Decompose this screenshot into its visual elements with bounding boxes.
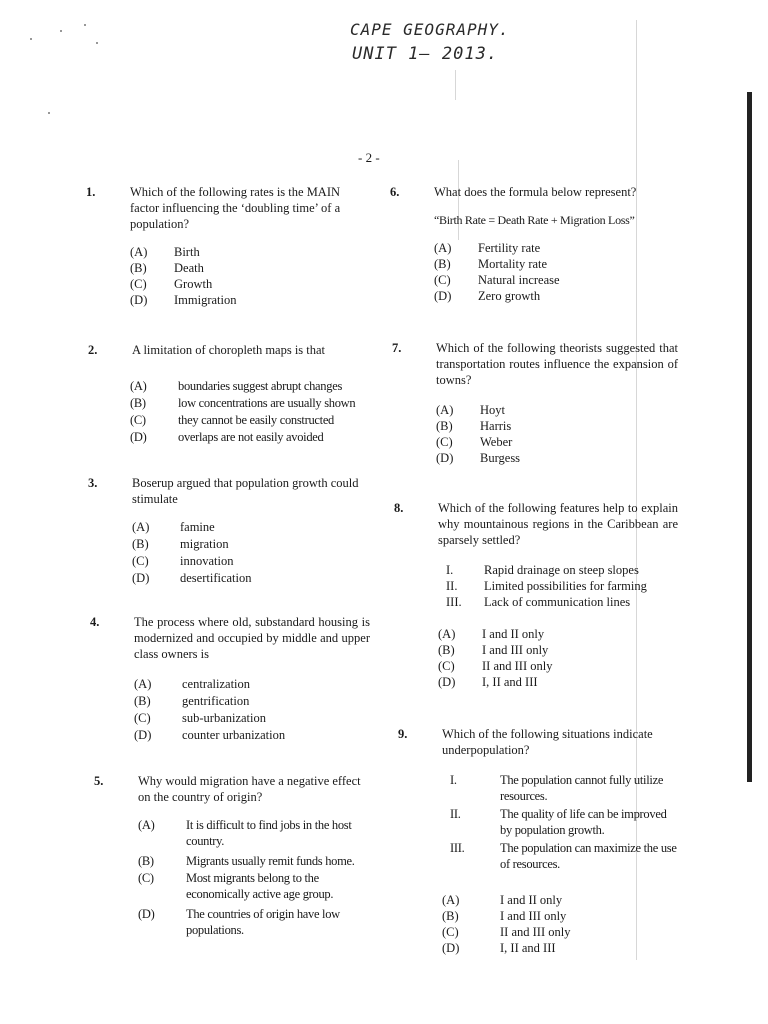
option-d: (D) desertification	[132, 571, 252, 585]
question-number: 7.	[392, 341, 402, 355]
option-c: (C) Growth	[130, 277, 213, 291]
options-list	[438, 626, 678, 690]
options-list	[134, 676, 370, 743]
options-list	[434, 240, 678, 304]
options-list	[138, 817, 370, 938]
scan-speck	[96, 42, 98, 44]
option-a: (A) I and II only	[442, 893, 563, 907]
question-4	[90, 614, 370, 743]
question-9	[398, 726, 678, 956]
option-a: (A) boundaries suggest abrupt changes	[130, 379, 343, 393]
option-d: (D) Immigration	[130, 293, 237, 307]
question-text: A limitation of choropleth maps is that	[132, 343, 326, 357]
option-b: (B) Harris	[436, 419, 512, 433]
question-number: 9.	[398, 727, 408, 741]
question-text: Why would migration have a negative effect on the country of origin?	[138, 774, 361, 804]
option-c: (C) sub-urbanization	[134, 711, 267, 725]
statement-2: II. The quality of life can be improved by population growth.	[450, 807, 667, 837]
option-d: (D) I, II and III	[438, 675, 538, 689]
question-text: Which of the following rates is the MAIN factor influencing the ‘doubling time’ of a population?	[130, 185, 341, 231]
header-course: CAPE GEOGRAPHY.	[350, 20, 510, 39]
question-number: 4.	[90, 615, 100, 629]
question-text: Which of the following features help to explain why mountainous regions in the Caribbean are sparsely settled?	[438, 501, 678, 547]
scan-speck	[84, 24, 86, 26]
question-5	[94, 773, 370, 938]
options-list	[130, 378, 370, 445]
option-a: (A) Fertility rate	[434, 241, 541, 255]
scan-speck	[60, 30, 62, 32]
page-number: - 2 -	[358, 150, 380, 165]
question-number: 5.	[94, 774, 104, 788]
option-d: (D) Burgess	[436, 451, 521, 465]
question-text: Boserup argued that population growth could stimulate	[132, 476, 359, 506]
formula-text: “Birth Rate = Death Rate + Migration Loss”	[434, 213, 635, 227]
scan-speck	[30, 38, 32, 40]
option-a: (A) Birth	[130, 245, 200, 259]
option-c: (C) Weber	[436, 435, 513, 449]
option-b: (B) gentrification	[134, 694, 250, 708]
left-column	[86, 184, 370, 939]
question-number: 1.	[86, 185, 96, 199]
option-b: (B) Mortality rate	[434, 257, 548, 271]
statements-list	[438, 562, 678, 610]
question-2	[88, 342, 370, 445]
question-text: Which of the following theorists suggested that transportation routes influence the expansion of towns?	[436, 341, 678, 387]
header-unit-year: UNIT 1– 2013.	[352, 44, 499, 64]
option-d: (D) The countries of origin have low populations.	[138, 907, 340, 937]
statement-3: III. Lack of communication lines	[446, 595, 631, 609]
option-d: (D) counter urbanization	[134, 728, 286, 742]
option-c: (C) Most migrants belong to the economically active age group.	[138, 871, 334, 901]
option-c: (C) II and III only	[438, 659, 553, 673]
question-text: What does the formula below represent?	[434, 185, 637, 199]
option-b: (B) migration	[132, 537, 229, 551]
option-a: (A) Hoyt	[436, 403, 505, 417]
question-6	[390, 184, 678, 304]
option-c: (C) innovation	[132, 554, 234, 568]
option-a: (A) I and II only	[438, 627, 545, 641]
scan-line	[455, 70, 456, 100]
option-d: (D) overlaps are not easily avoided	[130, 430, 324, 444]
scan-edge-shadow	[747, 92, 752, 782]
statement-1: I. The population cannot fully utilize resources.	[450, 773, 664, 803]
options-list	[436, 402, 678, 466]
question-8	[394, 500, 678, 690]
question-text: Which of the following situations indicate underpopulation?	[442, 727, 653, 757]
question-text: The process where old, substandard housing is modernized and occupied by middle and upper class owners is	[134, 615, 370, 661]
statement-3: III. The population can maximize the use of resources.	[450, 841, 677, 871]
question-3	[88, 475, 370, 586]
option-b: (B) Migrants usually remit funds home.	[138, 854, 355, 868]
question-1	[86, 184, 370, 308]
option-b: (B) I and III only	[438, 643, 549, 657]
statement-2: II. Limited possibilities for farming	[446, 579, 647, 593]
question-number: 2.	[88, 343, 98, 357]
options-list	[442, 892, 678, 956]
question-number: 6.	[390, 185, 400, 199]
question-7	[392, 340, 678, 466]
option-a: (A) It is difficult to find jobs in the host country.	[138, 818, 352, 848]
option-b: (B) I and III only	[442, 909, 567, 923]
option-c: (C) II and III only	[442, 925, 571, 939]
question-number: 8.	[394, 501, 404, 515]
question-number: 3.	[88, 476, 98, 490]
options-list	[130, 244, 370, 308]
statement-1: I. Rapid drainage on steep slopes	[446, 563, 639, 577]
scan-speck	[48, 112, 50, 114]
statements-list	[442, 772, 678, 872]
option-b: (B) Death	[130, 261, 204, 275]
option-a: (A) famine	[132, 520, 215, 534]
right-column	[390, 184, 678, 956]
option-a: (A) centralization	[134, 677, 251, 691]
option-d: (D) I, II and III	[442, 941, 556, 955]
option-c: (C) Natural increase	[434, 273, 560, 287]
option-b: (B) low concentrations are usually shown	[130, 396, 356, 410]
option-d: (D) Zero growth	[434, 289, 541, 303]
option-c: (C) they cannot be easily constructed	[130, 413, 335, 427]
handwritten-header	[350, 18, 610, 66]
options-list	[132, 519, 370, 586]
